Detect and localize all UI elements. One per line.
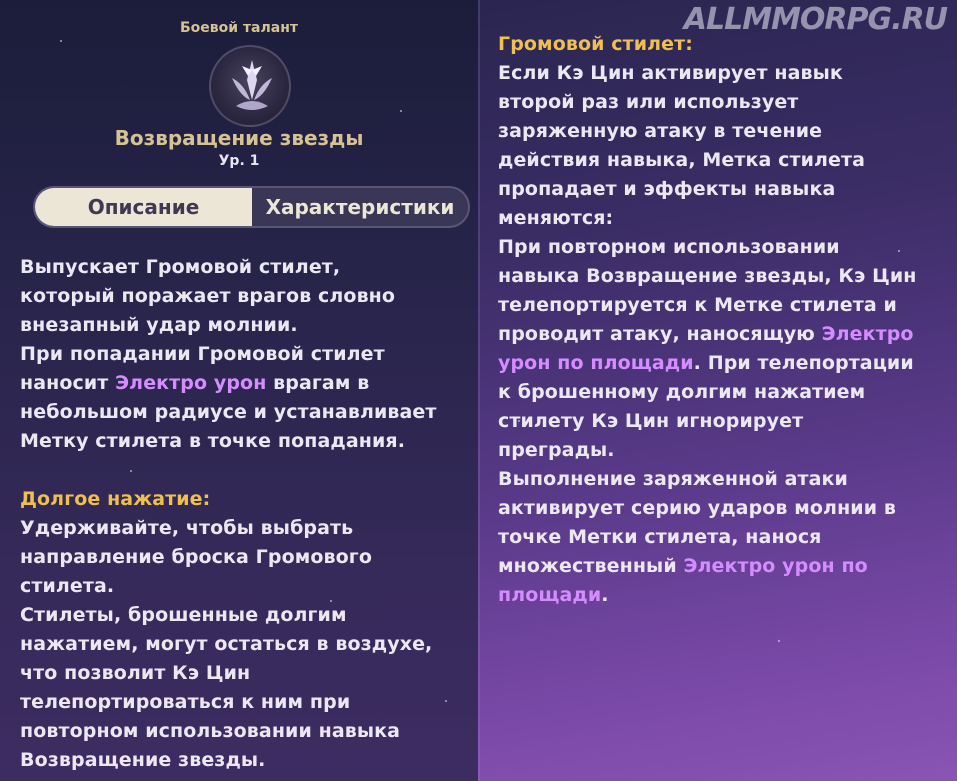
stiletto-burst-icon — [209, 45, 291, 127]
description-line: Возвращение звезды. — [20, 749, 266, 771]
talent-tabs — [33, 186, 470, 228]
description-text: наносит — [20, 372, 116, 394]
description-line: нажатием, могут остаться в воздухе, — [20, 633, 433, 655]
talent-description — [20, 253, 470, 775]
talent-type-label: Боевой талант — [180, 20, 298, 36]
description-line: При попадании Громовой стилет — [20, 343, 385, 365]
details-line: действия навыка, Метка стилета — [498, 149, 866, 171]
description-line: который поражает врагов словно — [20, 285, 396, 307]
details-line: пропадает и эффекты навыка — [498, 178, 836, 200]
site-watermark: ALLMMORPG.RU — [683, 2, 947, 37]
details-line: При повторном использовании — [498, 236, 840, 258]
background-star — [778, 640, 780, 642]
panel-divider — [478, 0, 480, 781]
background-star — [400, 110, 402, 112]
details-line: навыка Возвращение звезды, Кэ Цин — [498, 265, 917, 287]
description-line: Выпускает Громовой стилет, — [20, 256, 341, 278]
details-text: . При телепортации — [693, 352, 914, 374]
talent-level: Ур. 1 — [218, 153, 260, 169]
description-line: направление броска Громового — [20, 546, 372, 568]
details-line: точке Метки стилета, нанося — [498, 526, 822, 548]
details-line: Выполнение заряженной атаки — [498, 468, 848, 490]
description-line: небольшом радиусе и устанавливает — [20, 401, 437, 423]
description-line: повторном использовании навыка — [20, 720, 401, 742]
details-line: активирует серию ударов молнии в — [498, 497, 896, 519]
electro-damage-highlight: Электро урон — [115, 372, 267, 394]
electro-damage-highlight: Электро урон по — [683, 555, 868, 577]
tab-description[interactable]: Описание — [35, 188, 252, 226]
description-line: Метку стилета в точке попадания. — [20, 430, 406, 452]
tab-attributes[interactable]: Характеристики — [265, 195, 455, 219]
stiletto-heading: Громовой стилет: — [498, 33, 693, 55]
details-line: второй раз или использует — [498, 91, 799, 113]
description-line: Стилеты, брошенные долгим — [20, 604, 347, 626]
electro-damage-highlight: площади — [498, 584, 602, 606]
details-line: стилету Кэ Цин игнорирует — [498, 410, 804, 432]
background-star — [60, 40, 62, 42]
details-line: телепортируется к Метке стилета и — [498, 294, 897, 316]
description-line: Удерживайте, чтобы выбрать — [20, 517, 354, 539]
details-text: множественный — [498, 555, 684, 577]
stiletto-details — [498, 30, 943, 610]
electro-damage-highlight: Электро — [821, 323, 914, 345]
paragraph-gap — [20, 456, 470, 485]
description-line: телепортироваться к ним при — [20, 691, 351, 713]
description-line: стилета. — [20, 575, 115, 597]
details-line — [498, 320, 943, 349]
details-line: меняются: — [498, 207, 614, 229]
electro-damage-highlight: урон по площади — [498, 352, 694, 374]
description-line — [20, 369, 470, 398]
details-line — [498, 349, 943, 378]
details-text: . — [601, 584, 609, 606]
details-line: к брошенному долгим нажатием — [498, 381, 866, 403]
talent-name: Возвращение звезды — [114, 126, 364, 150]
description-line: внезапный удар молнии. — [20, 314, 298, 336]
hold-press-heading: Долгое нажатие: — [20, 488, 211, 510]
description-text: врагам в — [266, 372, 370, 394]
details-line: преграды. — [498, 439, 615, 461]
description-line: что позволит Кэ Цин — [20, 662, 251, 684]
details-line: Если Кэ Цин активирует навык — [498, 62, 843, 84]
details-line — [498, 581, 943, 610]
details-text: проводит атаку, наносящую — [498, 323, 822, 345]
details-line — [498, 552, 943, 581]
details-line: заряженную атаку в течение — [498, 120, 823, 142]
